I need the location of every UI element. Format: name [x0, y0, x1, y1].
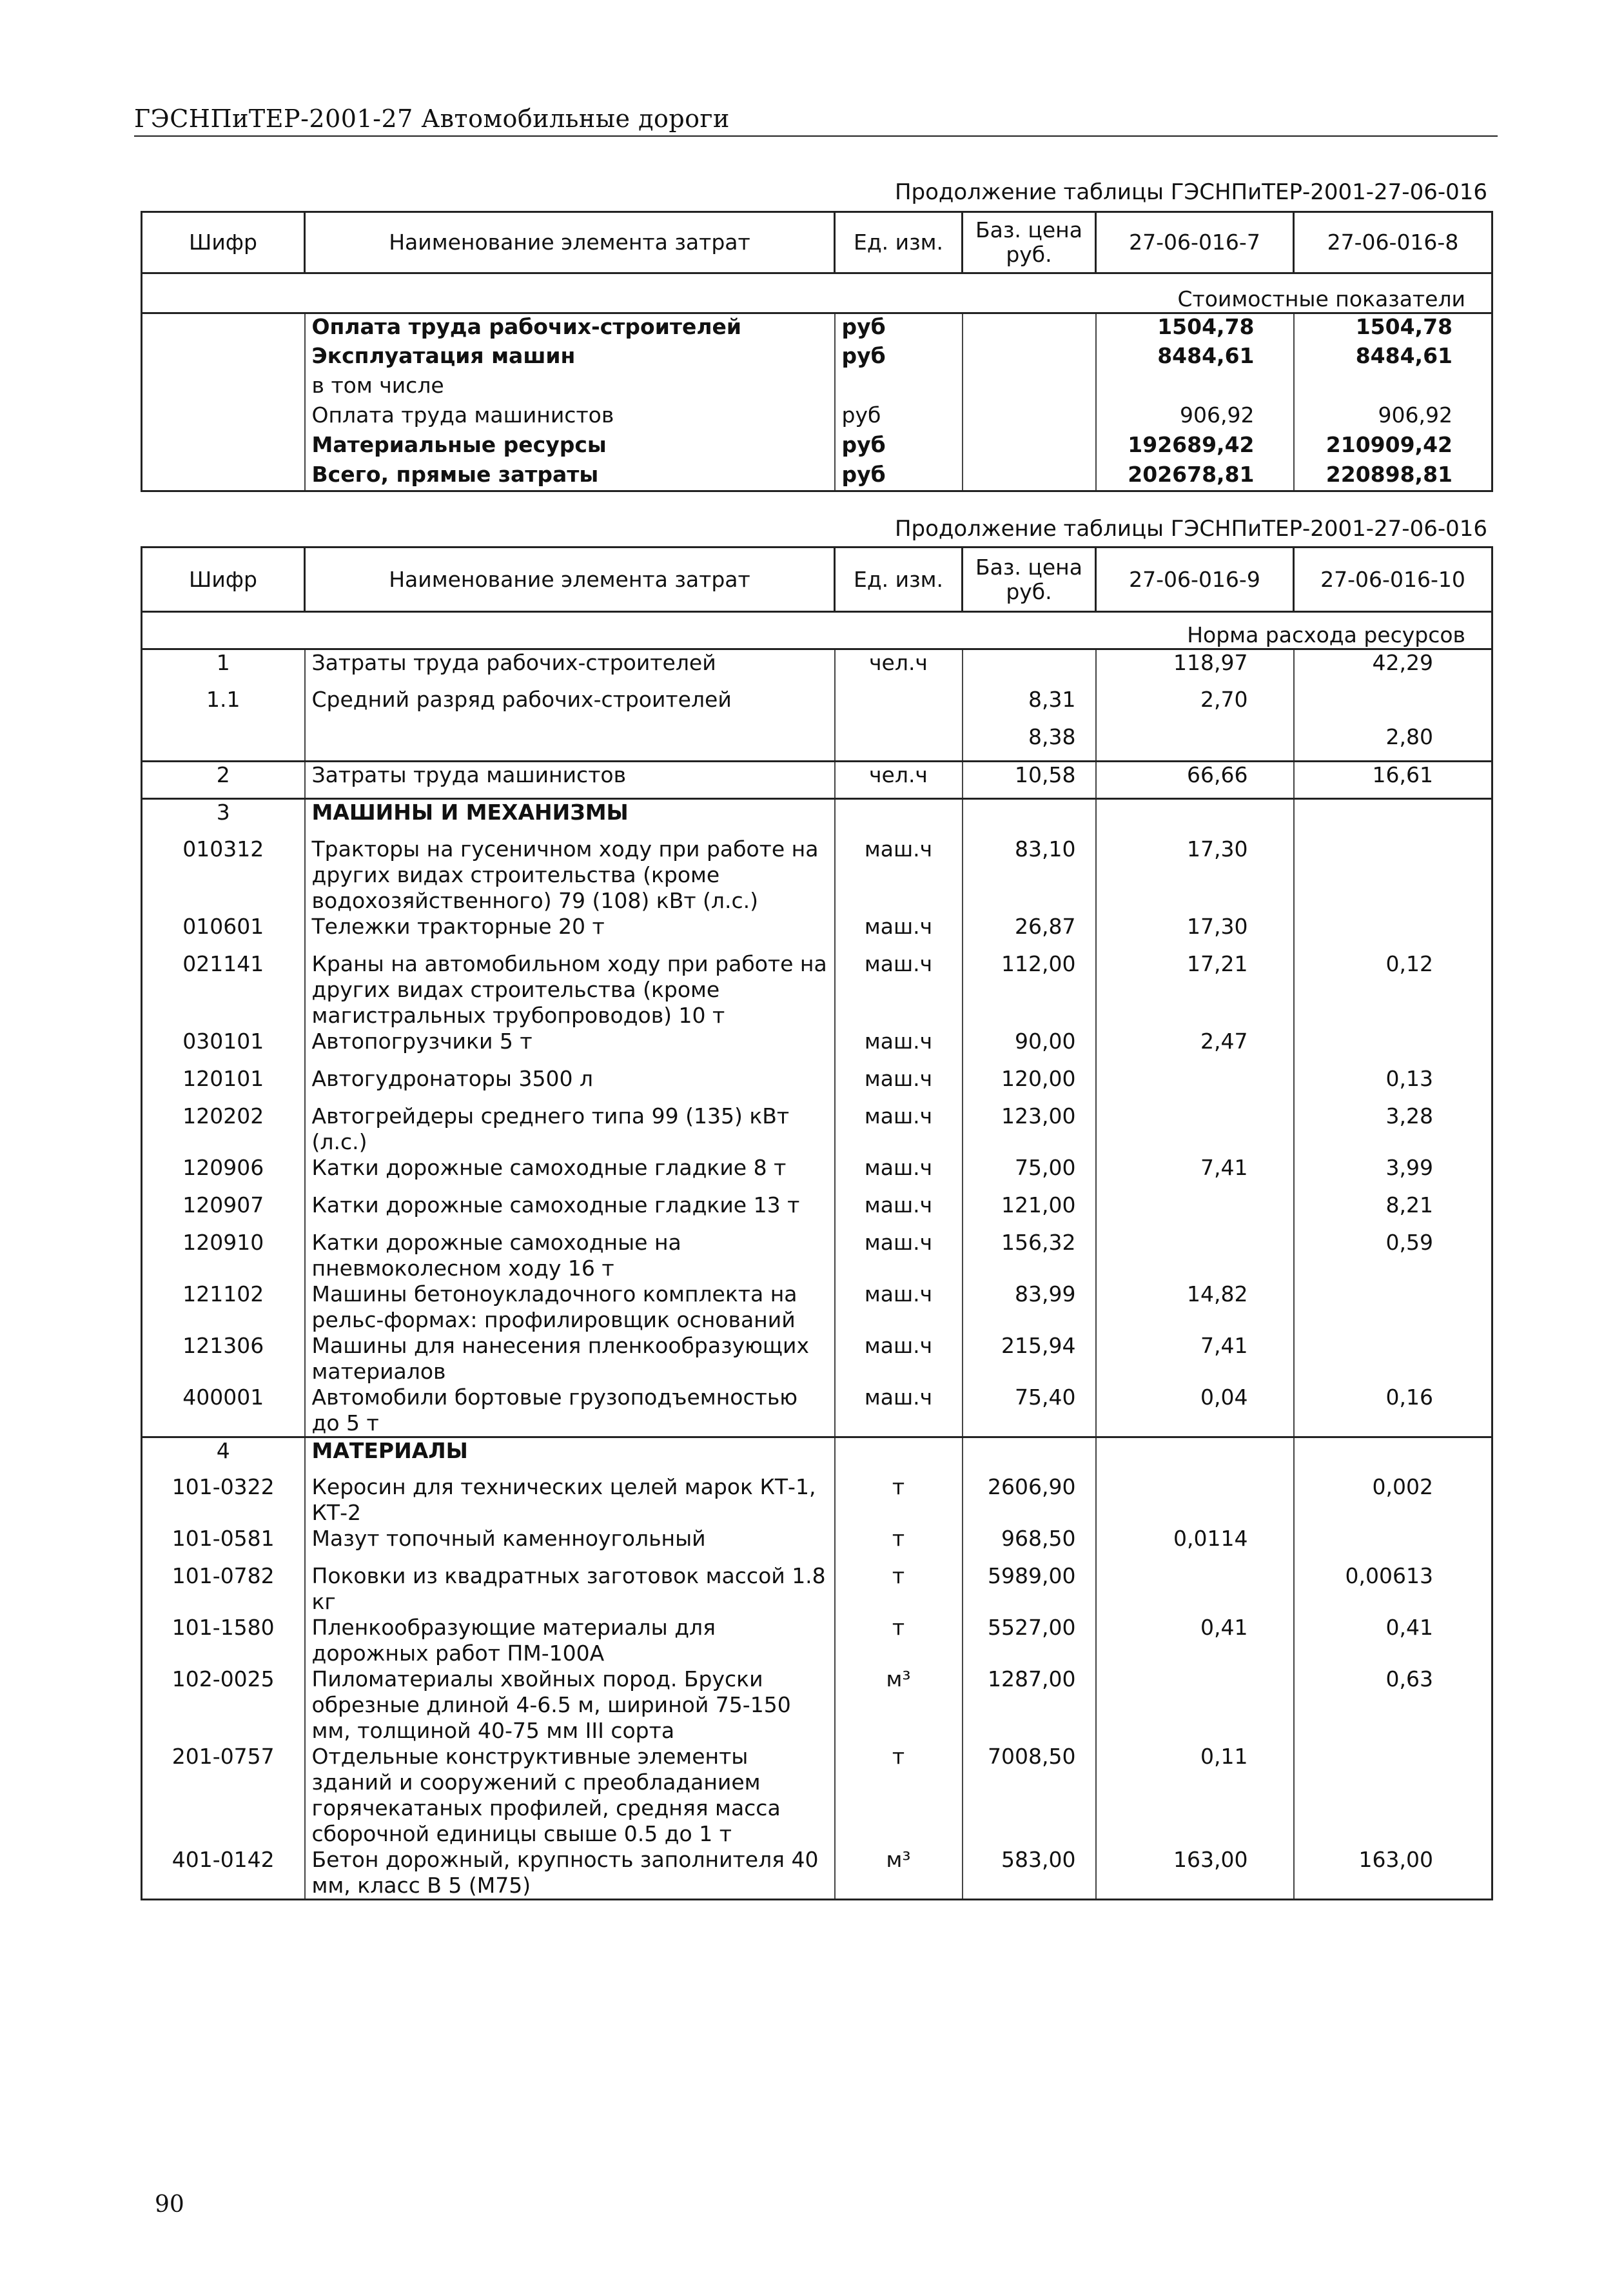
row-name: Тележки тракторные 20 т [305, 914, 835, 951]
row-code: 101-0322 [171, 1474, 275, 1499]
row-base-price: 90,00 [963, 1029, 1096, 1066]
row-name: Краны на автомобильном ходу при работе на других видах строительства (кроме магистральных трубопроводов) 10 т [305, 951, 835, 1029]
table-row [142, 724, 1492, 762]
table-row [142, 836, 1492, 914]
row-value-9 [1096, 799, 1294, 836]
table-row [142, 762, 1492, 799]
row-base-price: 1287,00 [963, 1666, 1096, 1744]
row-name: Мазут топочный каменноугольный [305, 1526, 835, 1563]
row-unit: т [835, 1563, 963, 1615]
row-value-9: 2,70 [1096, 687, 1294, 724]
row-value-9: 163,00 [1096, 1847, 1294, 1900]
row-value-10: 42,29 [1294, 649, 1492, 687]
table-row [142, 1474, 1492, 1526]
row-value-9 [1096, 1563, 1294, 1615]
row-name: Затраты труда рабочих-строителей [305, 649, 835, 687]
row-code: 102-0025 [171, 1666, 275, 1692]
row-code: 2 [142, 762, 305, 799]
col-header-name: Наименование элемента затрат [305, 548, 835, 612]
row-unit: т [835, 1615, 963, 1666]
row-unit: маш.ч [835, 1385, 963, 1437]
row-value-7: 1504,78 [1096, 313, 1294, 343]
row-value-7: 8484,61 [1096, 343, 1294, 373]
row-base-price [963, 799, 1096, 836]
row-base-price: 120,00 [963, 1066, 1096, 1103]
row-value-10 [1294, 1281, 1492, 1333]
row-code [142, 432, 305, 462]
row-value-9: 0,04 [1096, 1385, 1294, 1437]
row-value-9 [1096, 724, 1294, 762]
row-base-price: 7008,50 [963, 1744, 1096, 1847]
row-base-price: 583,00 [963, 1847, 1096, 1900]
row-code: 201-0757 [171, 1744, 275, 1769]
row-base-price [963, 373, 1096, 402]
row-unit: маш.ч [835, 951, 963, 1029]
row-unit: т [835, 1744, 963, 1847]
row-base-price: 8,38 [963, 724, 1096, 762]
row-name: Бетон дорожный, крупность заполнителя 40 мм, класс В 5 (М75) [305, 1847, 835, 1900]
row-name: Катки дорожные самоходные гладкие 8 т [305, 1155, 835, 1192]
row-name: Тракторы на гусеничном ходу при работе на других видах строительства (кроме водохозяйственного) 79 (108) кВт (л.с.) [305, 836, 835, 914]
row-unit: руб [835, 462, 963, 491]
row-value-9: 118,97 [1096, 649, 1294, 687]
row-unit: руб [835, 343, 963, 373]
table-row [142, 1029, 1492, 1066]
row-value-10: 0,002 [1294, 1474, 1492, 1526]
col-header-code: Шифр [142, 548, 305, 612]
row-base-price: 75,40 [963, 1385, 1096, 1437]
row-value-9: 2,47 [1096, 1029, 1294, 1066]
row-unit: чел.ч [835, 762, 963, 799]
table-row [142, 1666, 1492, 1744]
row-base-price [963, 1437, 1096, 1474]
row-base-price [963, 313, 1096, 343]
row-unit [835, 724, 963, 762]
row-unit: маш.ч [835, 1230, 963, 1281]
row-base-price: 83,10 [963, 836, 1096, 914]
row-name: Автопогрузчики 5 т [305, 1029, 835, 1066]
row-name: Машины для нанесения пленкообразующих материалов [305, 1333, 835, 1385]
row-unit: руб [835, 402, 963, 432]
row-value-10 [1294, 799, 1492, 836]
row-base-price: 10,58 [963, 762, 1096, 799]
row-value-9: 14,82 [1096, 1281, 1294, 1333]
col-header-norm-8: 27-06-016-8 [1294, 212, 1492, 273]
row-code: 1.1 [206, 686, 240, 712]
row-name: Автогрейдеры среднего типа 99 (135) кВт (л.с.) [305, 1103, 835, 1155]
row-base-price [963, 343, 1096, 373]
row-value-10 [1294, 1333, 1492, 1385]
row-unit [835, 687, 963, 724]
row-unit: т [835, 1526, 963, 1563]
row-value-10: 0,16 [1294, 1385, 1492, 1437]
col-header-base-price: Баз. цена руб. [963, 212, 1096, 273]
row-code [142, 373, 305, 402]
row-value-9: 0,41 [1096, 1615, 1294, 1666]
row-value-10: 163,00 [1294, 1847, 1492, 1900]
row-base-price [963, 462, 1096, 491]
row-name: Оплата труда рабочих-строителей [305, 313, 835, 343]
table2-section-label: Норма расхода ресурсов [142, 612, 1492, 649]
row-value-9 [1096, 1474, 1294, 1526]
row-value-10: 0,63 [1294, 1666, 1492, 1744]
row-unit: маш.ч [835, 836, 963, 914]
table-row [142, 1744, 1492, 1847]
row-name: Автогудронаторы 3500 л [305, 1066, 835, 1103]
col-header-base-price: Баз. цена руб. [963, 548, 1096, 612]
row-value-10: 0,41 [1294, 1615, 1492, 1666]
row-value-8: 210909,42 [1294, 432, 1492, 462]
row-name: Средний разряд рабочих-строителей [305, 687, 835, 724]
col-header-norm-9: 27-06-016-9 [1096, 548, 1294, 612]
row-base-price: 8,31 [963, 687, 1096, 724]
row-code: 3 [142, 799, 305, 836]
row-name: Пиломатериалы хвойных пород. Бруски обрезные длиной 4-6.5 м, шириной 75-150 мм, толщиной 40-75 мм III сорта [305, 1666, 835, 1744]
row-code: 120907 [182, 1192, 264, 1218]
table-row [142, 1437, 1492, 1474]
table1-header-row [142, 212, 1492, 273]
row-code [142, 343, 305, 373]
row-name: Автомобили бортовые грузоподъемностью до 5 т [305, 1385, 835, 1437]
row-unit: маш.ч [835, 1066, 963, 1103]
row-value-10: 0,59 [1294, 1230, 1492, 1281]
table-row [142, 1230, 1492, 1281]
row-code: 021141 [182, 951, 264, 976]
table-row [142, 1066, 1492, 1103]
row-base-price: 83,99 [963, 1281, 1096, 1333]
row-code: 101-0581 [171, 1526, 275, 1551]
table-row [142, 1563, 1492, 1615]
table-row [142, 951, 1492, 1029]
row-base-price: 215,94 [963, 1333, 1096, 1385]
row-code: 401-0142 [171, 1847, 275, 1872]
row-name: Эксплуатация машин [305, 343, 835, 373]
row-unit: маш.ч [835, 1333, 963, 1385]
row-code [142, 724, 305, 762]
table-row [142, 914, 1492, 951]
row-base-price: 5989,00 [963, 1563, 1096, 1615]
row-value-8 [1294, 373, 1492, 402]
row-value-9: 0,0114 [1096, 1526, 1294, 1563]
row-value-10: 8,21 [1294, 1192, 1492, 1230]
table-row [142, 649, 1492, 687]
col-header-norm-7: 27-06-016-7 [1096, 212, 1294, 273]
row-value-10 [1294, 914, 1492, 951]
table-row [142, 1615, 1492, 1666]
table1-caption: Продолжение таблицы ГЭСНПиТЕР-2001-27-06-016 [894, 179, 1487, 205]
col-header-code: Шифр [142, 212, 305, 273]
table-row [142, 462, 1492, 491]
row-value-10 [1294, 836, 1492, 914]
row-value-10: 0,13 [1294, 1066, 1492, 1103]
row-name: Катки дорожные самоходные на пневмоколесном ходу 16 т [305, 1230, 835, 1281]
row-base-price: 121,00 [963, 1192, 1096, 1230]
row-value-9: 17,30 [1096, 836, 1294, 914]
row-base-price [963, 432, 1096, 462]
row-name [305, 724, 835, 762]
row-value-10: 2,80 [1294, 724, 1492, 762]
row-value-8: 906,92 [1294, 402, 1492, 432]
row-name: Катки дорожные самоходные гладкие 13 т [305, 1192, 835, 1230]
row-unit: руб [835, 313, 963, 343]
row-value-10: 3,28 [1294, 1103, 1492, 1155]
page-number: 90 [155, 2191, 184, 2218]
row-code: 120906 [182, 1154, 264, 1180]
row-value-9: 7,41 [1096, 1333, 1294, 1385]
col-header-unit: Ед. изм. [835, 212, 963, 273]
row-code: 121102 [182, 1281, 264, 1307]
row-code: 1 [216, 650, 230, 675]
row-unit: маш.ч [835, 1029, 963, 1066]
row-base-price [963, 649, 1096, 687]
row-code: 030101 [182, 1028, 264, 1054]
row-value-10 [1294, 1744, 1492, 1847]
table-row [142, 373, 1492, 402]
table2-caption: Продолжение таблицы ГЭСНПиТЕР-2001-27-06-016 [894, 516, 1487, 542]
table-row [142, 1333, 1492, 1385]
row-unit: маш.ч [835, 1103, 963, 1155]
row-value-9 [1096, 1192, 1294, 1230]
row-code: 400001 [182, 1384, 264, 1410]
row-code [142, 402, 305, 432]
row-name: Отдельные конструктивные элементы зданий и сооружений с преобладанием горячекатаных профилей, средняя масса сборочной единицы свыше 0.5 до 1 т [305, 1744, 835, 1847]
row-unit: т [835, 1474, 963, 1526]
row-name: Керосин для технических целей марок КТ-1, КТ-2 [305, 1474, 835, 1526]
row-code [142, 313, 305, 343]
row-base-price: 156,32 [963, 1230, 1096, 1281]
table-row [142, 402, 1492, 432]
row-name: Поковки из квадратных заготовок массой 1.8 кг [305, 1563, 835, 1615]
resource-norms-table [141, 546, 1493, 1900]
cost-indicators-table [141, 211, 1493, 492]
table-row [142, 1847, 1492, 1900]
row-value-7: 192689,42 [1096, 432, 1294, 462]
row-base-price: 5527,00 [963, 1615, 1096, 1666]
row-value-10 [1294, 1526, 1492, 1563]
row-value-10: 16,61 [1294, 762, 1492, 799]
col-header-name: Наименование элемента затрат [305, 212, 835, 273]
row-code: 120910 [182, 1229, 264, 1255]
row-name: Пленкообразующие материалы для дорожных работ ПМ-100А [305, 1615, 835, 1666]
table-row [142, 343, 1492, 373]
row-unit: маш.ч [835, 1192, 963, 1230]
row-unit: чел.ч [835, 649, 963, 687]
row-value-10 [1294, 1437, 1492, 1474]
row-base-price: 123,00 [963, 1103, 1096, 1155]
table1-section-label: Стоимостные показатели [142, 273, 1492, 313]
row-value-7: 906,92 [1096, 402, 1294, 432]
col-header-unit: Ед. изм. [835, 548, 963, 612]
row-unit: маш.ч [835, 914, 963, 951]
row-value-8: 8484,61 [1294, 343, 1492, 373]
row-value-10: 0,12 [1294, 951, 1492, 1029]
row-code: 010312 [182, 836, 264, 862]
row-base-price: 75,00 [963, 1155, 1096, 1192]
header-rule [134, 135, 1498, 137]
table-row [142, 313, 1492, 343]
table-row [142, 1103, 1492, 1155]
row-name: Оплата труда машинистов [305, 402, 835, 432]
row-code: 101-1580 [171, 1615, 275, 1640]
row-unit [835, 373, 963, 402]
row-name: Всего, прямые затраты [305, 462, 835, 491]
table-row [142, 432, 1492, 462]
row-code: 101-0782 [171, 1563, 275, 1588]
document-header-title: ГЭСНПиТЕР-2001-27 Автомобильные дороги [134, 104, 730, 133]
table-row [142, 687, 1492, 724]
row-code: 010601 [182, 913, 264, 939]
row-name: Машины бетоноукладочного комплекта на рельс-формах: профилировщик оснований [305, 1281, 835, 1333]
row-value-10: 3,99 [1294, 1155, 1492, 1192]
row-value-7: 202678,81 [1096, 462, 1294, 491]
row-base-price: 112,00 [963, 951, 1096, 1029]
row-unit: руб [835, 432, 963, 462]
table-row [142, 1281, 1492, 1333]
row-unit [835, 1437, 963, 1474]
row-value-9 [1096, 1066, 1294, 1103]
table2-header-row [142, 548, 1492, 612]
row-name: Материальные ресурсы [305, 432, 835, 462]
row-code [142, 462, 305, 491]
table-row [142, 1385, 1492, 1437]
row-value-9: 0,11 [1096, 1744, 1294, 1847]
row-value-9: 7,41 [1096, 1155, 1294, 1192]
row-value-9: 66,66 [1096, 762, 1294, 799]
row-value-9 [1096, 1230, 1294, 1281]
table-row [142, 1526, 1492, 1563]
row-value-8: 220898,81 [1294, 462, 1492, 491]
row-base-price: 968,50 [963, 1526, 1096, 1563]
table-row [142, 1192, 1492, 1230]
row-code: 120202 [182, 1103, 264, 1129]
row-code: 120101 [182, 1065, 264, 1091]
row-code: 121306 [182, 1332, 264, 1358]
row-value-10: 0,00613 [1294, 1563, 1492, 1615]
table-row [142, 1155, 1492, 1192]
row-unit: м³ [835, 1847, 963, 1900]
row-name: МАШИНЫ И МЕХАНИЗМЫ [305, 799, 835, 836]
col-header-norm-10: 27-06-016-10 [1294, 548, 1492, 612]
row-unit [835, 799, 963, 836]
row-unit: маш.ч [835, 1155, 963, 1192]
table-row [142, 799, 1492, 836]
row-value-9 [1096, 1103, 1294, 1155]
row-name: Затраты труда машинистов [305, 762, 835, 799]
row-value-9: 17,21 [1096, 951, 1294, 1029]
row-unit: м³ [835, 1666, 963, 1744]
row-value-9: 17,30 [1096, 914, 1294, 951]
row-base-price [963, 402, 1096, 432]
row-value-9 [1096, 1437, 1294, 1474]
row-base-price: 2606,90 [963, 1474, 1096, 1526]
row-value-8: 1504,78 [1294, 313, 1492, 343]
row-value-7 [1096, 373, 1294, 402]
row-name: в том числе [305, 373, 835, 402]
row-value-9 [1096, 1666, 1294, 1744]
row-value-10 [1294, 1029, 1492, 1066]
row-unit: маш.ч [835, 1281, 963, 1333]
row-code: 4 [142, 1437, 305, 1474]
row-name: МАТЕРИАЛЫ [305, 1437, 835, 1474]
row-base-price: 26,87 [963, 914, 1096, 951]
row-value-10 [1294, 687, 1492, 724]
